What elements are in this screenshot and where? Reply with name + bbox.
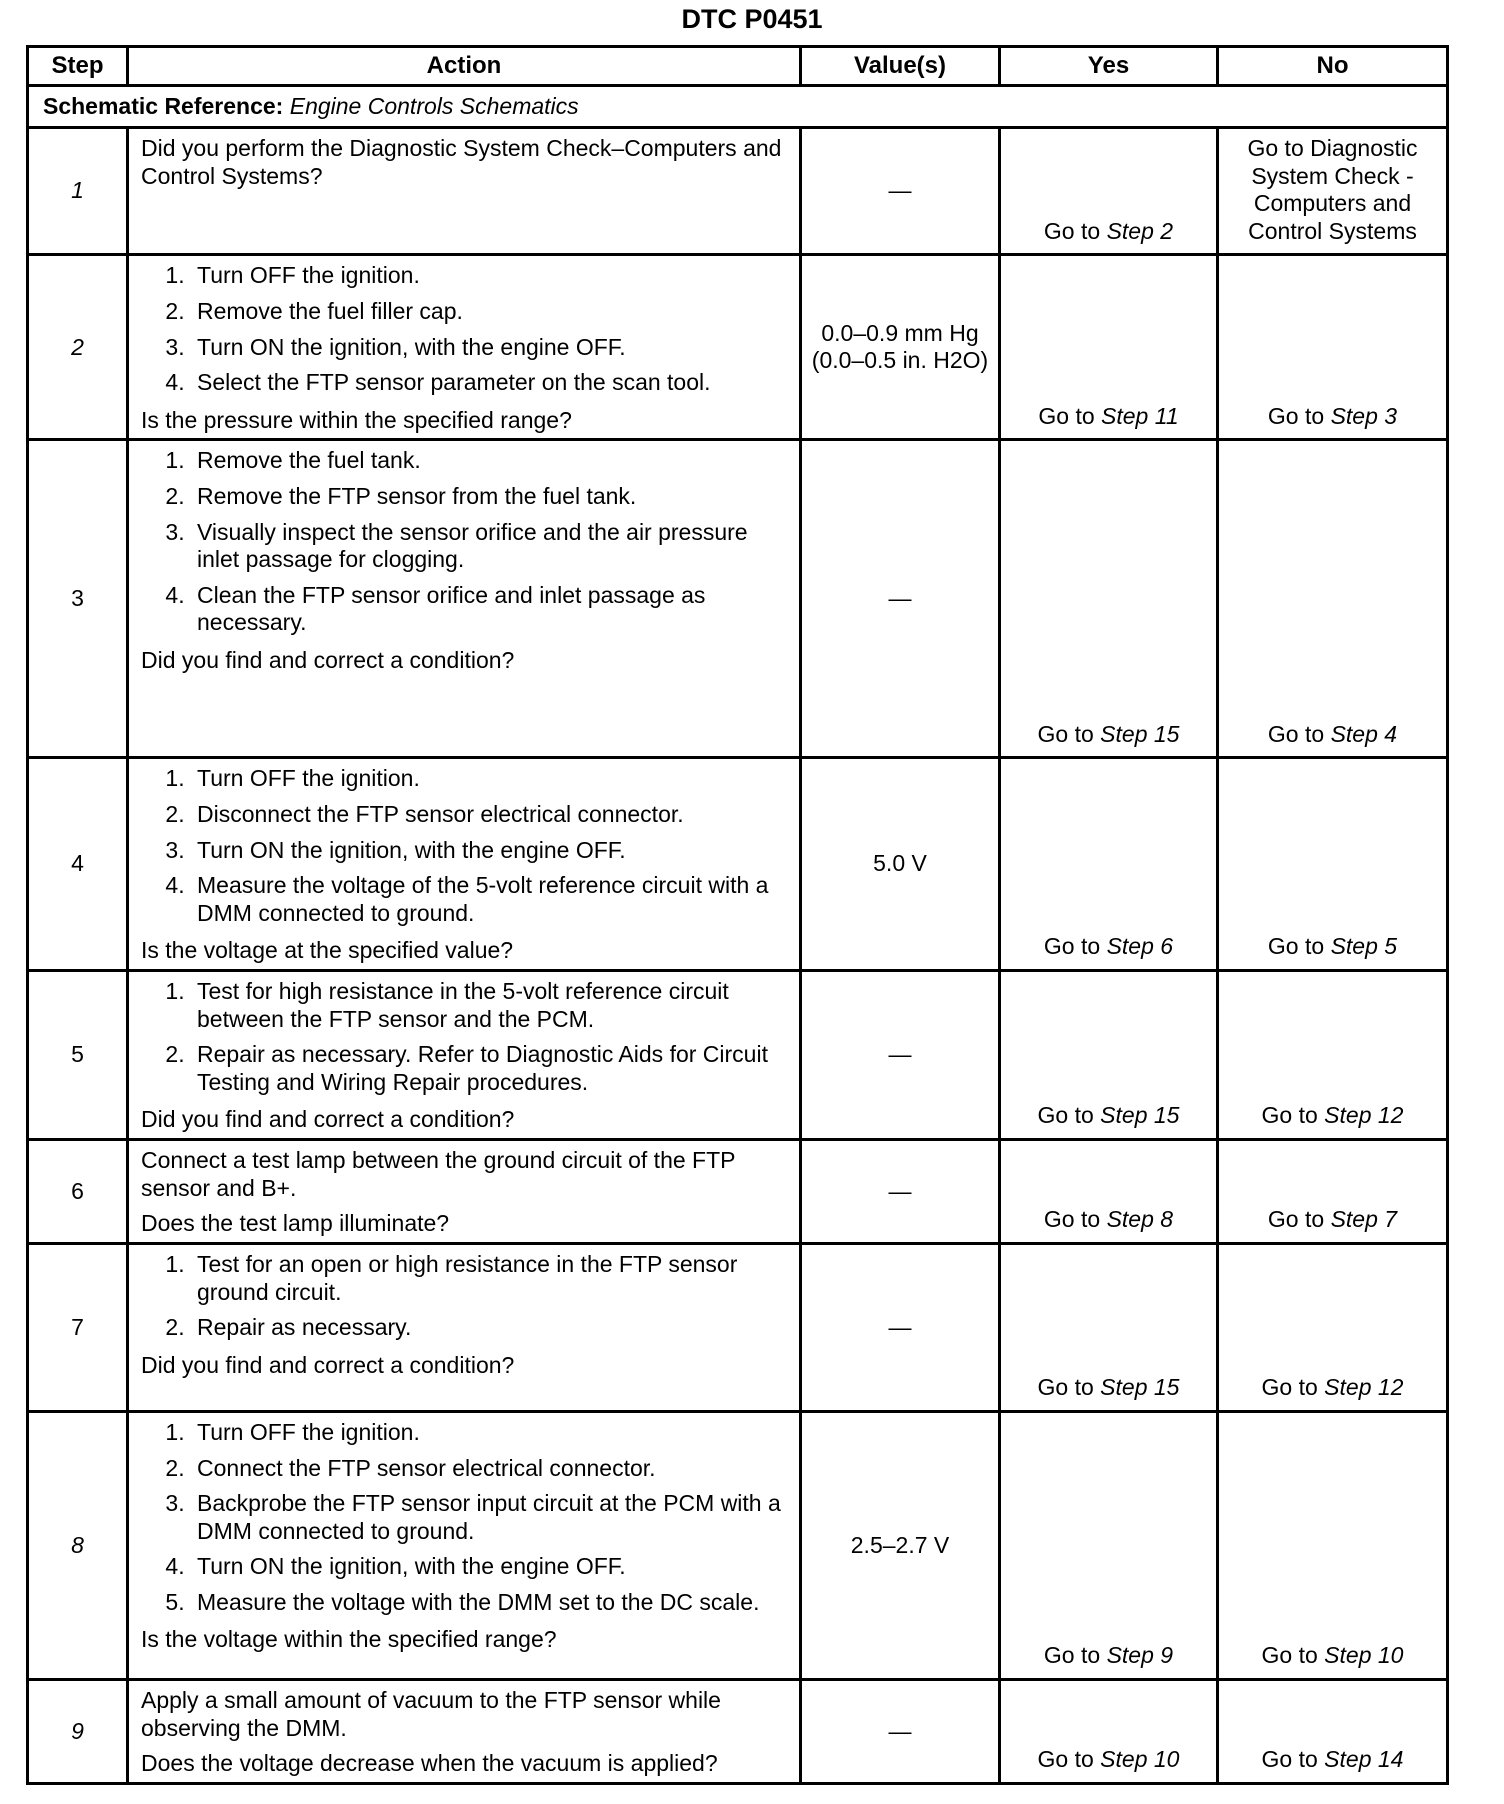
value-cell: 2.5–2.7 V [801,1411,1000,1679]
header-no: No [1218,47,1448,86]
action-cell [128,1139,801,1243]
action-content [141,1251,791,1379]
procedure-item: 2. Repair as necessary. [191,1314,791,1342]
schematic-reference-value: Engine Controls Schematics [289,92,579,119]
procedure-item: 3. Backprobe the FTP sensor input circuit at the PCM with a DMM connected to ground. [191,1490,791,1545]
action-text: Apply a small amount of vacuum to the FTP sensor while observing the DMM. [141,1686,721,1741]
step-row [28,128,1448,255]
yes-go-to: Go to [1043,1206,1101,1233]
yes-go-to: Go to [1038,402,1095,429]
procedure-item: 3. Turn ON the ignition, with the engine OFF. [191,334,791,362]
step-row [28,1679,1448,1783]
procedure-item: 2. Remove the FTP sensor from the fuel tank. [191,483,791,511]
action-question: Is the pressure within the specified range? [141,406,572,433]
action-content [141,978,791,1134]
schematic-reference-row [28,86,1448,128]
action-instructions [141,1419,791,1625]
value-cell: — [801,440,1000,758]
step-number: 2 [28,255,128,440]
step-row [28,1139,1448,1243]
yes-cell [1000,1411,1218,1679]
procedure-list [141,1251,791,1342]
no-step: Step 12 [1324,1102,1404,1129]
diagnostic-table [26,45,1449,1785]
yes-go-to: Go to [1043,217,1101,244]
no-go-to: Go to [1267,933,1325,960]
yes-go-to: Go to [1037,720,1094,747]
no-cell [1218,1243,1448,1411]
value-cell: 0.0–0.9 mm Hg (0.0–0.5 in. H2O) [801,255,1000,440]
procedure-item: 4. Turn ON the ignition, with the engine OFF. [191,1553,791,1581]
no-go-to: Go to [1261,1746,1318,1773]
action-content [141,1687,791,1778]
action-text: Did you perform the Diagnostic System Check–Computers and Control Systems? [141,135,782,189]
no-cell [1218,970,1448,1139]
procedure-list [141,978,791,1096]
procedure-item: 3. Visually inspect the sensor orifice and the air pressure inlet passage for clogging. [191,519,791,574]
procedure-item: 2. Remove the fuel filler cap. [191,298,791,326]
no-step: Step 10 [1324,1642,1404,1669]
header-step: Step [28,47,128,86]
step-row [28,970,1448,1139]
step-number: 4 [28,758,128,971]
procedure-item: 2. Disconnect the FTP sensor electrical connector. [191,801,791,829]
header-values: Value(s) [801,47,1000,86]
step-number: 3 [28,440,128,758]
step-row [28,758,1448,971]
yes-step: Step 15 [1100,1374,1180,1401]
action-content [141,262,791,434]
no-cell [1218,255,1448,440]
header-row [28,47,1448,86]
action-content [141,135,791,196]
header-action: Action [128,47,801,86]
procedure-item: 4. Measure the voltage of the 5-volt reference circuit with a DMM connected to ground. [191,872,791,927]
no-go-to: Go to [1267,720,1325,747]
action-cell [128,128,801,255]
procedure-list [141,1419,791,1617]
step-row [28,1243,1448,1411]
procedure-list [141,447,791,637]
action-text: Connect a test lamp between the ground circuit of the FTP sensor and B+. [141,1146,736,1201]
yes-step: Step 9 [1106,1642,1174,1669]
procedure-item: 1. Turn OFF the ignition. [191,765,791,793]
no-step: Step 7 [1330,1206,1398,1233]
step-number: 9 [28,1679,128,1783]
yes-cell [1000,758,1218,971]
action-question: Did you find and correct a condition? [141,1351,515,1378]
action-content [141,1147,791,1238]
action-instructions [141,447,791,645]
yes-go-to: Go to [1037,1102,1094,1129]
procedure-list [141,765,791,927]
yes-cell [1000,1679,1218,1783]
step-number: 5 [28,970,128,1139]
action-question: Is the voltage at the specified value? [141,937,514,964]
step-row [28,1411,1448,1679]
action-instructions [141,262,791,404]
yes-go-to: Go to [1043,933,1101,960]
table-body [28,86,1448,1784]
no-cell [1218,1139,1448,1243]
value-cell: — [801,1679,1000,1783]
procedure-item: 1. Test for high resistance in the 5-volt reference circuit between the FTP sensor and the PCM. [191,978,791,1033]
action-question: Did you find and correct a condition? [141,1106,515,1133]
yes-step: Step 10 [1100,1746,1180,1773]
schematic-reference [28,86,1448,128]
no-text-line: Computers and [1253,190,1412,217]
no-go-to: Go to [1261,1642,1318,1669]
no-step: Step 3 [1330,402,1398,429]
action-instructions [141,135,791,196]
no-cell [1218,128,1448,255]
action-question: Does the voltage decrease when the vacuum is applied? [141,1750,718,1777]
no-go-to: Go to [1261,1374,1318,1401]
action-cell [128,1679,801,1783]
yes-go-to: Go to [1043,1642,1101,1669]
yes-step: Step 6 [1106,933,1174,960]
step-row [28,255,1448,440]
no-step: Step 14 [1324,1746,1404,1773]
page-title: DTC P0451 [681,4,823,34]
action-cell [128,1411,801,1679]
action-question: Does the test lamp illuminate? [141,1210,450,1237]
yes-cell [1000,1139,1218,1243]
value-cell: — [801,128,1000,255]
procedure-item: 4. Clean the FTP sensor orifice and inlet passage as necessary. [191,582,791,637]
value-cell: — [801,970,1000,1139]
action-content [141,447,791,674]
action-content [141,1419,791,1654]
value-cell: — [801,1139,1000,1243]
step-number: 8 [28,1411,128,1679]
no-go-to: Go to [1267,402,1325,429]
value-cell: 5.0 V [801,758,1000,971]
yes-cell [1000,970,1218,1139]
action-question: Did you find and correct a condition? [141,646,515,673]
yes-step: Step 15 [1100,720,1180,747]
no-text-line: Go to Diagnostic [1247,135,1418,161]
yes-cell [1000,128,1218,255]
step-number: 1 [28,128,128,255]
action-content [141,765,791,965]
procedure-item: 5. Measure the voltage with the DMM set to the DC scale. [191,1589,791,1617]
action-instructions [141,1687,791,1748]
procedure-item: 1. Test for an open or high resistance in the FTP sensor ground circuit. [191,1251,791,1306]
procedure-item: 3. Turn ON the ignition, with the engine OFF. [191,837,791,865]
schematic-reference-label: Schematic Reference: [43,92,284,119]
step-number: 6 [28,1139,128,1243]
yes-cell [1000,1243,1218,1411]
action-instructions [141,1147,791,1208]
no-text-line: System Check - [1251,162,1414,189]
value-cell: — [801,1243,1000,1411]
no-text-line: Control Systems [1248,217,1417,244]
yes-step: Step 15 [1100,1102,1180,1129]
step-number: 7 [28,1243,128,1411]
no-step: Step 4 [1330,720,1398,747]
procedure-item: 2. Connect the FTP sensor electrical connector. [191,1455,791,1483]
no-cell [1218,440,1448,758]
procedure-item: 1. Turn OFF the ignition. [191,262,791,290]
no-step: Step 12 [1324,1374,1404,1401]
procedure-item: 2. Repair as necessary. Refer to Diagnostic Aids for Circuit Testing and Wiring Repair procedures. [191,1041,791,1096]
action-cell [128,255,801,440]
procedure-list [141,262,791,396]
action-cell [128,1243,801,1411]
yes-go-to: Go to [1037,1746,1094,1773]
no-go-to: Go to [1267,1206,1325,1233]
no-cell [1218,758,1448,971]
yes-step: Step 8 [1106,1206,1174,1233]
action-instructions [141,1251,791,1350]
yes-cell [1000,440,1218,758]
no-go-to: Go to [1261,1102,1318,1129]
header-yes: Yes [1000,47,1218,86]
action-instructions [141,765,791,935]
action-question: Is the voltage within the specified range? [141,1626,557,1653]
action-instructions [141,978,791,1104]
no-cell [1218,1679,1448,1783]
procedure-item: 1. Remove the fuel tank. [191,447,791,475]
yes-step: Step 2 [1106,217,1174,244]
step-row [28,440,1448,758]
action-cell [128,440,801,758]
yes-go-to: Go to [1037,1374,1094,1401]
procedure-item: 1. Turn OFF the ignition. [191,1419,791,1447]
action-cell [128,758,801,971]
yes-cell [1000,255,1218,440]
procedure-item: 4. Select the FTP sensor parameter on the scan tool. [191,369,791,397]
no-cell [1218,1411,1448,1679]
action-cell [128,970,801,1139]
yes-step: Step 11 [1101,402,1179,429]
no-step: Step 5 [1330,933,1398,960]
